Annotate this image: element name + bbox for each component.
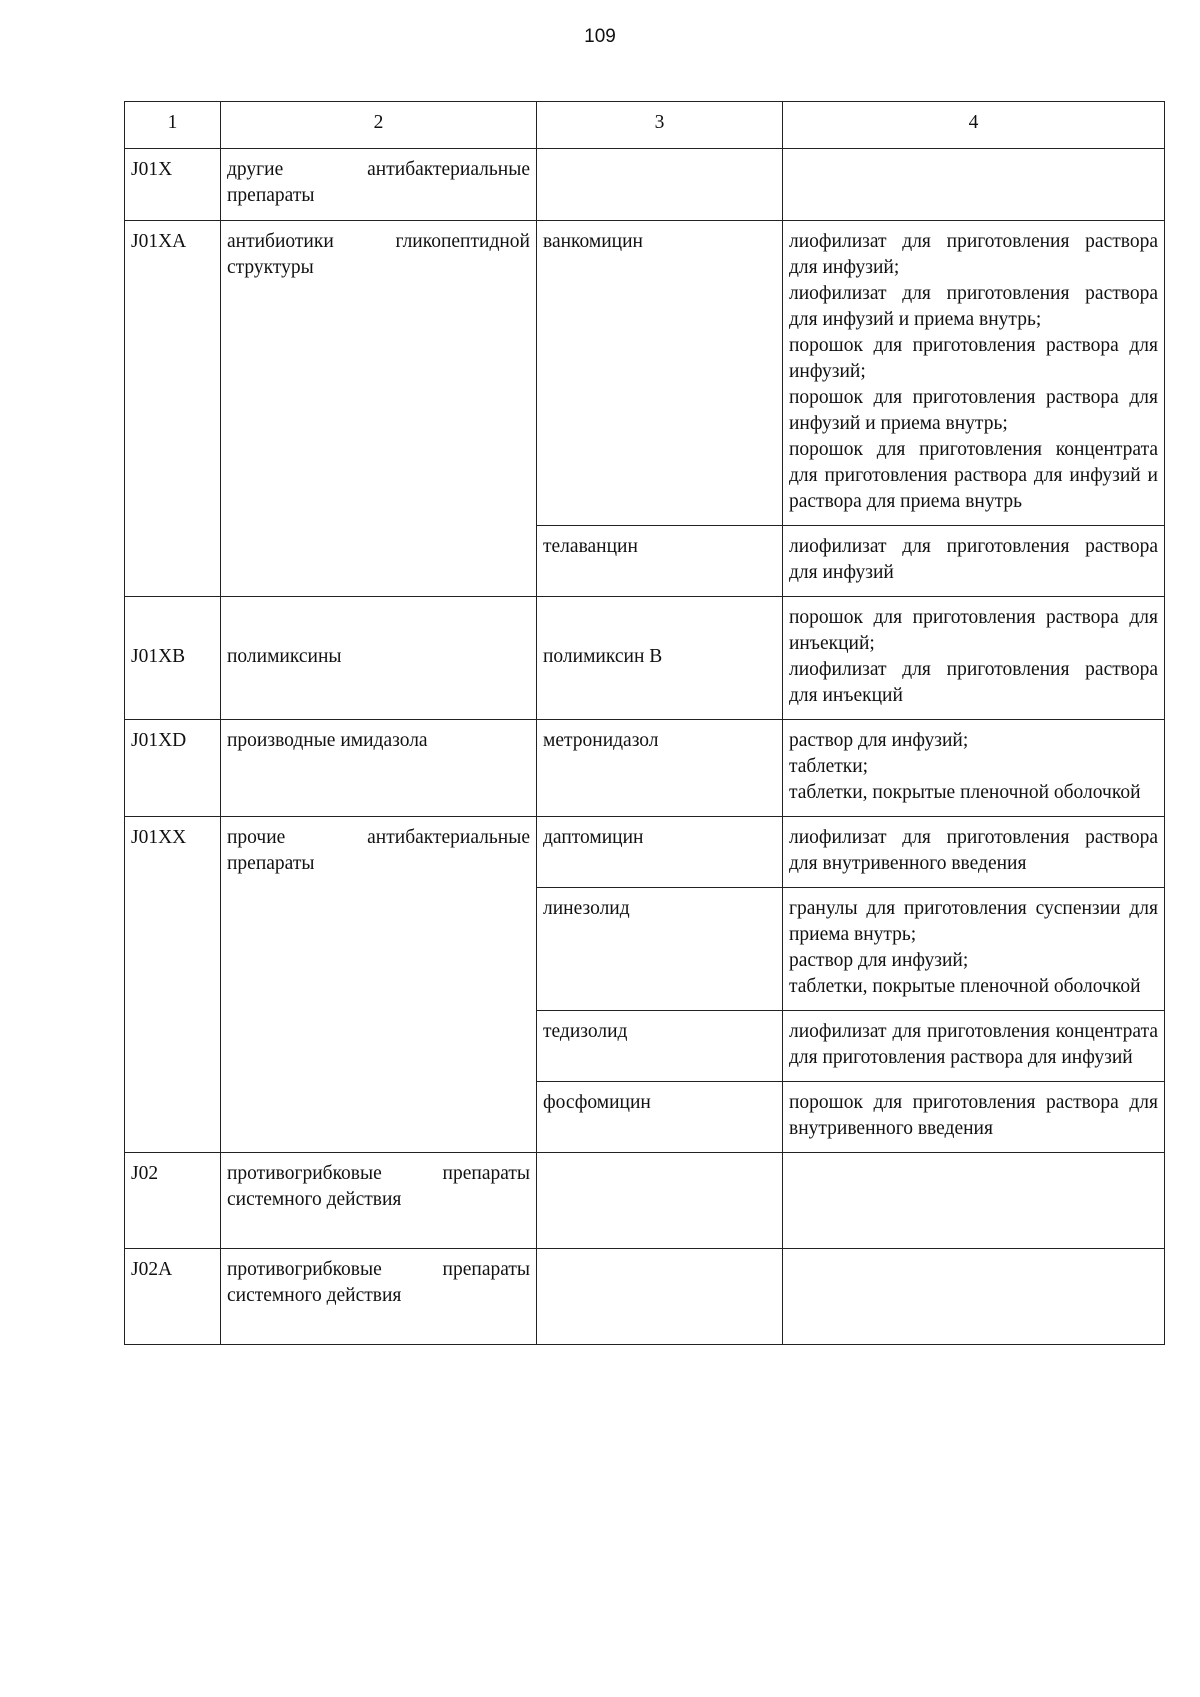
dosage-forms [783,526,1165,597]
atc-code: J01X [125,149,221,221]
drug-name [537,1153,783,1249]
atc-code: J01XX [125,817,221,1153]
dosage-form: раствор для инфузий; [789,950,969,971]
dosage-forms [783,1153,1165,1249]
dosage-form: лиофилизат для приготовления концентрата для приготовления раствора для инфузий [789,1021,1158,1068]
dosage-form: раствор для инфузий; [789,730,969,751]
dosage-forms [783,597,1165,720]
drug-name: полимиксин В [537,597,783,720]
dosage-forms [783,221,1165,526]
drug-name: ванкомицин [537,221,783,526]
drug-name: метронидазол [537,720,783,817]
table-row [125,1249,1165,1345]
dosage-form: порошок для приготовления концентрата для приготовления раствора для инфузий и раствора для приема внутрь [789,439,1158,512]
drug-name: фосфомицин [537,1082,783,1153]
drug-name: тедизолид [537,1011,783,1082]
column-header-2: 2 [221,102,537,149]
dosage-forms [783,888,1165,1011]
dosage-forms [783,1082,1165,1153]
atc-code: J01XB [125,597,221,720]
drug-name: линезолид [537,888,783,1011]
dosage-forms [783,1011,1165,1082]
dosage-form: таблетки; [789,756,869,777]
table-row [125,1153,1165,1249]
group-name: производные имидазола [221,720,537,817]
column-header-3: 3 [537,102,783,149]
dosage-forms [783,149,1165,221]
dosage-forms [783,817,1165,888]
table-row [125,817,1165,888]
dosage-form: гранулы для приготовления суспензии для приема внутрь; [789,898,1158,945]
dosage-forms [783,720,1165,817]
group-name: полимиксины [221,597,537,720]
dosage-form: порошок для приготовления раствора для инъекций; [789,607,1158,654]
dosage-form: лиофилизат для приготовления раствора для внутривенного введения [789,827,1158,874]
group-name: прочие антибактериальные препараты [221,817,537,1153]
dosage-form: лиофилизат для приготовления раствора для инфузий; [789,231,1158,278]
table-row [125,149,1165,221]
dosage-form: лиофилизат для приготовления раствора для инъекций [789,659,1158,706]
drug-name: телаванцин [537,526,783,597]
atc-code: J02 [125,1153,221,1249]
column-header-4: 4 [783,102,1165,149]
table-row [125,221,1165,526]
atc-code: J01XD [125,720,221,817]
group-name: другие антибактериальные препараты [221,149,537,221]
dosage-form: лиофилизат для приготовления раствора для инфузий и приема внутрь; [789,283,1158,330]
dosage-form: порошок для приготовления раствора для инфузий и приема внутрь; [789,387,1158,434]
atc-code: J02A [125,1249,221,1345]
dosage-form: лиофилизат для приготовления раствора для инфузий [789,536,1158,583]
drug-name: даптомицин [537,817,783,888]
page-number: 109 [584,26,616,47]
dosage-form: порошок для приготовления раствора для инфузий; [789,335,1158,382]
dosage-forms [783,1249,1165,1345]
group-name: антибиотики гликопептидной структуры [221,221,537,597]
dosage-form: порошок для приготовления раствора для внутривенного введения [789,1092,1158,1139]
column-header-1: 1 [125,102,221,149]
atc-code: J01XA [125,221,221,597]
table-row [125,720,1165,817]
medication-table [124,101,1165,1345]
table-header-row [125,102,1165,149]
drug-name [537,149,783,221]
group-name: противогрибковые препараты системного действия [221,1153,537,1249]
drug-name [537,1249,783,1345]
dosage-form: таблетки, покрытые пленочной оболочкой [789,782,1141,803]
dosage-form: таблетки, покрытые пленочной оболочкой [789,976,1141,997]
group-name: противогрибковые препараты системного действия [221,1249,537,1345]
table-row [125,597,1165,720]
